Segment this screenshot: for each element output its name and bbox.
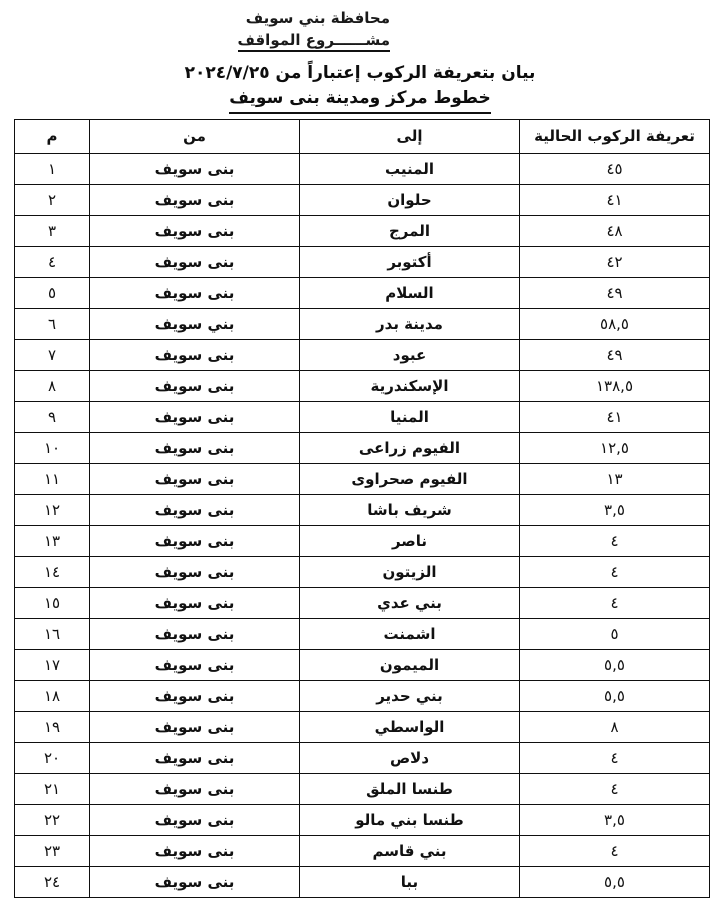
table-row [15, 681, 710, 712]
cell-origin: بنى سويف [90, 464, 300, 495]
cell-origin: بنى سويف [90, 433, 300, 464]
cell-destination: الميمون [300, 650, 520, 681]
cell-row-number: ١٠ [15, 433, 90, 464]
cell-destination: طنسا الملق [300, 774, 520, 805]
cell-destination: السلام [300, 278, 520, 309]
title-line-2-wrap [0, 87, 720, 114]
document-titles [0, 62, 720, 114]
cell-fare: ٤ [520, 557, 710, 588]
cell-destination: اشمنت [300, 619, 520, 650]
cell-row-number: ٢٤ [15, 867, 90, 898]
cell-origin: بنى سويف [90, 650, 300, 681]
cell-fare: ٥,٥ [520, 650, 710, 681]
cell-fare: ٤٢ [520, 247, 710, 278]
cell-destination: طنسا بني مالو [300, 805, 520, 836]
cell-destination: الفيوم صحراوى [300, 464, 520, 495]
cell-origin: بنى سويف [90, 371, 300, 402]
cell-origin: بنى سويف [90, 402, 300, 433]
cell-destination: الواسطي [300, 712, 520, 743]
column-header-fare: تعريفة الركوب الحالية [520, 120, 710, 154]
cell-fare: ٥,٥ [520, 681, 710, 712]
table-row [15, 433, 710, 464]
table-row [15, 185, 710, 216]
cell-origin: بنى سويف [90, 836, 300, 867]
cell-fare: ٤٩ [520, 340, 710, 371]
cell-fare: ٤١ [520, 185, 710, 216]
table-row [15, 774, 710, 805]
cell-row-number: ٣ [15, 216, 90, 247]
cell-row-number: ٦ [15, 309, 90, 340]
title-line-2: خطوط مركز ومدينة بنى سويف [229, 87, 490, 114]
cell-destination: حلوان [300, 185, 520, 216]
cell-origin: بني سويف [90, 309, 300, 340]
cell-destination: عبود [300, 340, 520, 371]
cell-destination: دلاص [300, 743, 520, 774]
cell-fare: ٤ [520, 588, 710, 619]
cell-fare: ١٢,٥ [520, 433, 710, 464]
cell-destination: مدينة بدر [300, 309, 520, 340]
table-row [15, 588, 710, 619]
cell-fare: ٣,٥ [520, 495, 710, 526]
cell-destination: شريف باشا [300, 495, 520, 526]
letterhead [0, 0, 720, 52]
cell-destination: ناصر [300, 526, 520, 557]
fares-table [14, 119, 710, 898]
column-header-from: من [90, 120, 300, 154]
table-row [15, 619, 710, 650]
cell-row-number: ٢٣ [15, 836, 90, 867]
cell-row-number: ٩ [15, 402, 90, 433]
cell-destination: بني قاسم [300, 836, 520, 867]
cell-row-number: ١ [15, 154, 90, 185]
organization-name: محافظة بني سويف [245, 9, 390, 27]
cell-row-number: ١٢ [15, 495, 90, 526]
table-row [15, 712, 710, 743]
cell-row-number: ١٧ [15, 650, 90, 681]
table-row [15, 867, 710, 898]
cell-origin: بنى سويف [90, 805, 300, 836]
project-name-line [0, 31, 390, 52]
table-row [15, 309, 710, 340]
cell-destination: بني عدي [300, 588, 520, 619]
cell-fare: ١٣ [520, 464, 710, 495]
cell-destination: الفيوم زراعى [300, 433, 520, 464]
table-row [15, 557, 710, 588]
table-header-row [15, 120, 710, 154]
table-row [15, 464, 710, 495]
cell-fare: ٤ [520, 774, 710, 805]
cell-fare: ٤١ [520, 402, 710, 433]
cell-destination: بني حدير [300, 681, 520, 712]
table-row [15, 278, 710, 309]
table-row [15, 650, 710, 681]
fares-table-container [15, 119, 710, 898]
cell-origin: بنى سويف [90, 681, 300, 712]
cell-origin: بنى سويف [90, 247, 300, 278]
cell-fare: ٤٩ [520, 278, 710, 309]
cell-origin: بنى سويف [90, 154, 300, 185]
cell-origin: بنى سويف [90, 588, 300, 619]
cell-row-number: ١٣ [15, 526, 90, 557]
cell-row-number: ١٨ [15, 681, 90, 712]
cell-row-number: ٧ [15, 340, 90, 371]
cell-fare: ١٣٨,٥ [520, 371, 710, 402]
cell-origin: بنى سويف [90, 278, 300, 309]
cell-fare: ٤٨ [520, 216, 710, 247]
table-row [15, 340, 710, 371]
cell-destination: الزيتون [300, 557, 520, 588]
table-row [15, 154, 710, 185]
cell-fare: ٤٥ [520, 154, 710, 185]
project-name: مشــــــروع المواقف [238, 31, 391, 52]
cell-fare: ٣,٥ [520, 805, 710, 836]
cell-fare: ٤ [520, 743, 710, 774]
cell-origin: بنى سويف [90, 340, 300, 371]
cell-origin: بنى سويف [90, 216, 300, 247]
cell-row-number: ٤ [15, 247, 90, 278]
cell-row-number: ١٦ [15, 619, 90, 650]
cell-row-number: ٢٠ [15, 743, 90, 774]
table-row [15, 743, 710, 774]
cell-row-number: ١١ [15, 464, 90, 495]
table-body [15, 154, 710, 898]
cell-origin: بنى سويف [90, 495, 300, 526]
cell-fare: ٤ [520, 526, 710, 557]
cell-destination: المنيا [300, 402, 520, 433]
table-header [15, 120, 710, 154]
table-row [15, 247, 710, 278]
cell-row-number: ٢ [15, 185, 90, 216]
cell-destination: المرج [300, 216, 520, 247]
cell-row-number: ١٤ [15, 557, 90, 588]
cell-destination: الإسكندرية [300, 371, 520, 402]
cell-fare: ٥٨,٥ [520, 309, 710, 340]
table-row [15, 371, 710, 402]
cell-fare: ٥ [520, 619, 710, 650]
cell-origin: بنى سويف [90, 867, 300, 898]
cell-row-number: ٨ [15, 371, 90, 402]
cell-origin: بنى سويف [90, 774, 300, 805]
cell-row-number: ١٩ [15, 712, 90, 743]
cell-row-number: ٢١ [15, 774, 90, 805]
cell-fare: ٥,٥ [520, 867, 710, 898]
cell-destination: ببا [300, 867, 520, 898]
cell-fare: ٨ [520, 712, 710, 743]
table-row [15, 402, 710, 433]
cell-row-number: ١٥ [15, 588, 90, 619]
cell-origin: بنى سويف [90, 743, 300, 774]
table-row [15, 495, 710, 526]
cell-row-number: ٥ [15, 278, 90, 309]
table-row [15, 836, 710, 867]
cell-origin: بنى سويف [90, 712, 300, 743]
title-line-1: بيان بتعريفة الركوب إعتباراً من ٢٠٢٤/٧/٢٥ [184, 63, 536, 83]
cell-destination: أكتوبر [300, 247, 520, 278]
table-row [15, 216, 710, 247]
cell-origin: بنى سويف [90, 619, 300, 650]
cell-row-number: ٢٢ [15, 805, 90, 836]
table-row [15, 526, 710, 557]
cell-origin: بنى سويف [90, 185, 300, 216]
column-header-to: إلى [300, 120, 520, 154]
cell-destination: المنيب [300, 154, 520, 185]
cell-fare: ٤ [520, 836, 710, 867]
cell-origin: بنى سويف [90, 557, 300, 588]
table-row [15, 805, 710, 836]
cell-origin: بنى سويف [90, 526, 300, 557]
column-header-no: م [15, 120, 90, 154]
